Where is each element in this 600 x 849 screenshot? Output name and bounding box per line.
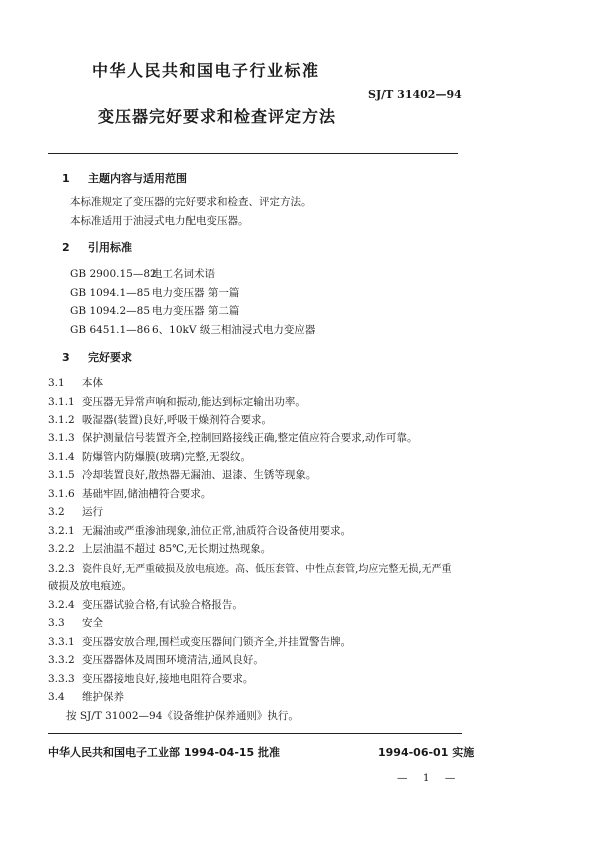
clause-text: 瓷件良好,无严重破损及放电痕迹。高、低压套管、中性点套管,均应完整无损,无严重 xyxy=(82,564,452,575)
clause-number: 3.1.5 xyxy=(48,469,75,481)
section-2-heading xyxy=(62,239,132,255)
header-rule xyxy=(48,153,458,154)
clause-item xyxy=(48,541,271,556)
clause-text: 变压器无异常声响和振动,能达到标定输出功率。 xyxy=(82,396,306,408)
clause-item xyxy=(48,412,272,427)
section-title: 完好要求 xyxy=(88,351,132,364)
clause-continuation: 破损及放电痕迹。 xyxy=(48,580,132,592)
section-number: 1 xyxy=(62,172,70,185)
section-1-heading xyxy=(62,170,187,186)
reference-code: GB 2900.15—82 xyxy=(70,268,157,280)
subsection-3-2 xyxy=(48,504,103,519)
clause-number: 3.1.4 xyxy=(48,451,75,463)
reference-name: 电力变压器 第二篇 xyxy=(152,305,240,317)
clause-number: 3.3.3 xyxy=(48,673,75,685)
clause-number: 3.1.1 xyxy=(48,396,75,408)
clause-number: 3.2.4 xyxy=(48,599,75,611)
clause-number: 3.2.3 xyxy=(48,563,75,575)
page-number: — 1 — xyxy=(397,772,462,784)
clause-title: 安全 xyxy=(82,617,103,629)
clause-item xyxy=(48,486,211,501)
approval-line: 中华人民共和国电子工业部 1994-04-15 批准 xyxy=(48,746,281,759)
section-title: 主题内容与适用范围 xyxy=(88,172,187,185)
clause-text: 吸湿器(装置)良好,呼吸干燥剂符合要求。 xyxy=(82,414,273,426)
clause-number: 3.1.6 xyxy=(48,488,75,500)
section-title: 引用标准 xyxy=(88,241,132,254)
clause-number: 3.3.2 xyxy=(48,654,75,666)
standard-code: SJ/T 31402—94 xyxy=(368,88,462,101)
clause-item xyxy=(48,597,243,612)
reference-name: 电工名词术语 xyxy=(152,268,215,280)
clause-item xyxy=(48,560,452,575)
clause-number: 3.2.2 xyxy=(48,543,75,555)
section-3-heading xyxy=(62,349,132,365)
clause-text: 基础牢固,储油槽符合要求。 xyxy=(82,488,212,500)
clause-text: 变压器试验合格,有试验合格报告。 xyxy=(82,599,243,611)
clause-number: 3.1 xyxy=(48,377,65,389)
clause-item xyxy=(48,430,418,445)
reference-item xyxy=(70,303,239,318)
clause-number: 3.2.1 xyxy=(48,525,75,537)
subsection-3-3 xyxy=(48,615,103,630)
clause-text: 按 SJ/T 31002—94《设备维护保养通则》执行。 xyxy=(66,710,299,722)
clause-title: 运行 xyxy=(82,506,103,518)
reference-name: 电力变压器 第一篇 xyxy=(152,287,240,299)
clause-number: 3.3 xyxy=(48,617,65,629)
section-1-paragraph-1: 本标准规定了变压器的完好要求和检查、评定方法。 xyxy=(70,196,312,208)
subsection-3-4 xyxy=(48,689,124,704)
clause-text: 变压器接地良好,接地电阻符合要求。 xyxy=(82,673,254,685)
implementation-date: 1994-06-01 实施 xyxy=(378,746,475,759)
clause-item xyxy=(48,467,316,482)
clause-text: 变压器安放合理,围栏或变压器间门锁齐全,并挂置警告牌。 xyxy=(82,636,352,648)
reference-code: GB 1094.1—85 xyxy=(70,287,151,299)
section-number: 3 xyxy=(62,351,70,364)
clause-item xyxy=(48,652,264,667)
clause-item xyxy=(48,523,351,538)
reference-code: GB 1094.2—85 xyxy=(70,305,151,317)
subsection-3-1 xyxy=(48,375,103,390)
clause-item xyxy=(48,634,351,649)
reference-name: 6、10kV 级三相油浸式电力变应器 xyxy=(152,324,316,336)
document-title: 变压器完好要求和检查评定方法 xyxy=(98,107,337,126)
clause-number: 3.2 xyxy=(48,506,65,518)
clause-text: 变压器器体及周围环境清洁,通风良好。 xyxy=(82,654,264,666)
section-number: 2 xyxy=(62,241,70,254)
clause-number: 3.4 xyxy=(48,691,65,703)
clause-title: 维护保养 xyxy=(82,691,124,703)
clause-number: 3.3.1 xyxy=(48,636,75,648)
clause-number: 3.1.3 xyxy=(48,432,75,444)
section-1-paragraph-2: 本标准适用于油浸式电力配电变压器。 xyxy=(70,215,249,227)
reference-item xyxy=(70,285,239,300)
clause-number: 3.1.2 xyxy=(48,414,75,426)
footer-rule xyxy=(48,733,462,734)
clause-item xyxy=(48,394,306,409)
clause-item xyxy=(48,449,251,464)
reference-item xyxy=(70,266,215,281)
reference-item xyxy=(70,322,315,337)
clause-title: 本体 xyxy=(82,377,103,389)
reference-code: GB 6451.1—86 xyxy=(70,324,151,336)
clause-text: 防爆管内防爆膜(玻璃)完整,无裂纹。 xyxy=(82,451,252,463)
clause-text: 无漏油或严重渗油现象,油位正常,油质符合设备使用要求。 xyxy=(82,525,352,537)
clause-item xyxy=(48,671,253,686)
clause-text: 冷却装置良好,散热器无漏油、退漆、生锈等现象。 xyxy=(82,469,317,481)
clause-text: 上层油温不超过 85℃,无长期过热现象。 xyxy=(82,543,272,555)
org-title: 中华人民共和国电子行业标准 xyxy=(92,61,320,80)
clause-text: 保护测量信号装置齐全,控制回路接线正确,整定值应符合要求,动作可靠。 xyxy=(82,432,418,444)
